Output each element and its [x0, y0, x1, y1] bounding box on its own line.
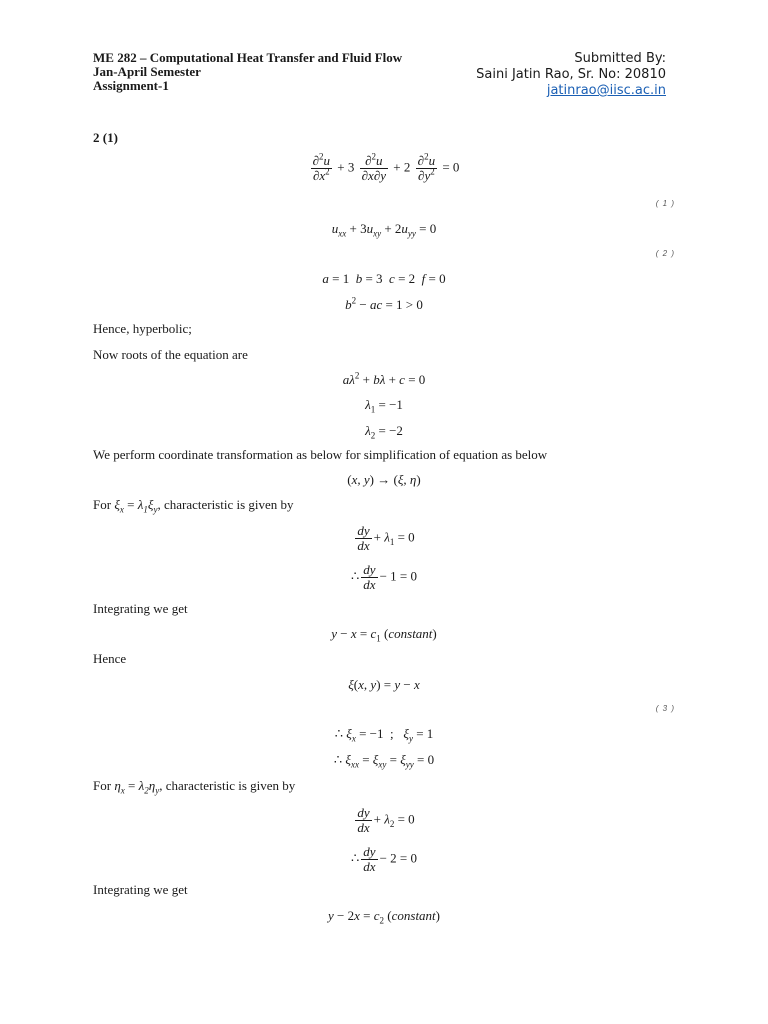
semester-label: Jan-April Semester — [93, 64, 201, 79]
equation-dydx-minus-2: ∴ $\frac{dy}{dx}$ − 2 = 0 — [351, 844, 417, 874]
xi-characteristic-text: For $\xi_x = \lambda_1\xi_y$, characteristic is given by — [93, 497, 294, 515]
integrating-text-2: Integrating we get — [93, 882, 188, 897]
xi-suffix: , characteristic is given by — [157, 497, 294, 512]
equation-xi-derivs: ∴ $\xi_x = -1$ ; $\xi_y = 1$ — [334, 726, 434, 744]
equation-dydx-lambda1: $\frac{dy}{dx}$ + $\lambda_1 = 0$ — [357, 523, 415, 553]
submitted-by-label: Submitted By: — [574, 51, 666, 66]
equation-pde: $\frac{\partial^2u}{\partial x^2}$ + 3 $\frac{\partial^2u}{\partial x\partial y}$ + 2 $\frac{\partial^2u}{\partial y^2}$ = 0 — [312, 151, 460, 183]
transform-intro-text: We perform coordinate transformation as below for simplification of equation as below — [93, 447, 548, 462]
equation-number-1: ( 1 ) — [655, 199, 675, 208]
equation-dydx-minus-1: ∴ $\frac{dy}{dx}$ − 1 = 0 — [351, 562, 417, 592]
roots-intro-text: Now roots of the equation are — [93, 347, 248, 362]
equation-dydx-lambda2: $\frac{dy}{dx}$ + $\lambda_2 = 0$ — [357, 805, 415, 835]
email-link[interactable]: jatinrao@iisc.ac.in — [546, 83, 666, 98]
equation-xi-def: ξ(x, y) = y − x — [348, 677, 420, 692]
assignment-label: Assignment-1 — [93, 78, 169, 93]
equation-transformation: (x, y) → (ξ, η) — [347, 472, 421, 487]
equation-number-2: ( 2 ) — [655, 249, 675, 258]
equation-discriminant: $b^2$ − ac = 1 > 0 — [345, 295, 423, 312]
submitter-name: Saini Jatin Rao, Sr. No: 20810 — [476, 67, 666, 82]
equation-c1: $y - x = c_1$ (constant) — [331, 626, 437, 644]
equation-lambda-2: $\lambda_2 = -2$ — [365, 423, 403, 441]
equation-characteristic: $a\lambda^2 + b\lambda + c = 0$ — [342, 370, 426, 387]
hyperbolic-text: Hence, hyperbolic; — [93, 321, 192, 336]
submitter-block — [476, 51, 666, 99]
integrating-text-1: Integrating we get — [93, 601, 188, 616]
equation-coefficients: a = 1 b = 3 c = 2 f = 0 — [322, 271, 446, 286]
equation-lambda-1: $\lambda_1 = -1$ — [365, 397, 403, 415]
hence-text: Hence — [93, 651, 127, 666]
course-header — [93, 51, 402, 93]
problem-label: 2 (1) — [93, 130, 118, 145]
equation-c2: $y - 2x = c_2$ (constant) — [327, 908, 441, 926]
equation-number-3: ( 3 ) — [655, 704, 675, 713]
eta-characteristic-text: For $\eta_x = \lambda_2\eta_y$, characteristic is given by — [93, 778, 296, 796]
equation-subscript-form: $u_{xx} + 3u_{xy} + 2u_{yy} = 0$ — [331, 221, 437, 239]
course-title: ME 282 – Computational Heat Transfer and Fluid Flow — [93, 50, 403, 65]
equation-xi-second-derivs: ∴ $\xi_{xx} = \xi_{xy} = \xi_{yy} = 0$ — [333, 752, 435, 770]
eta-suffix: , characteristic is given by — [159, 778, 296, 793]
